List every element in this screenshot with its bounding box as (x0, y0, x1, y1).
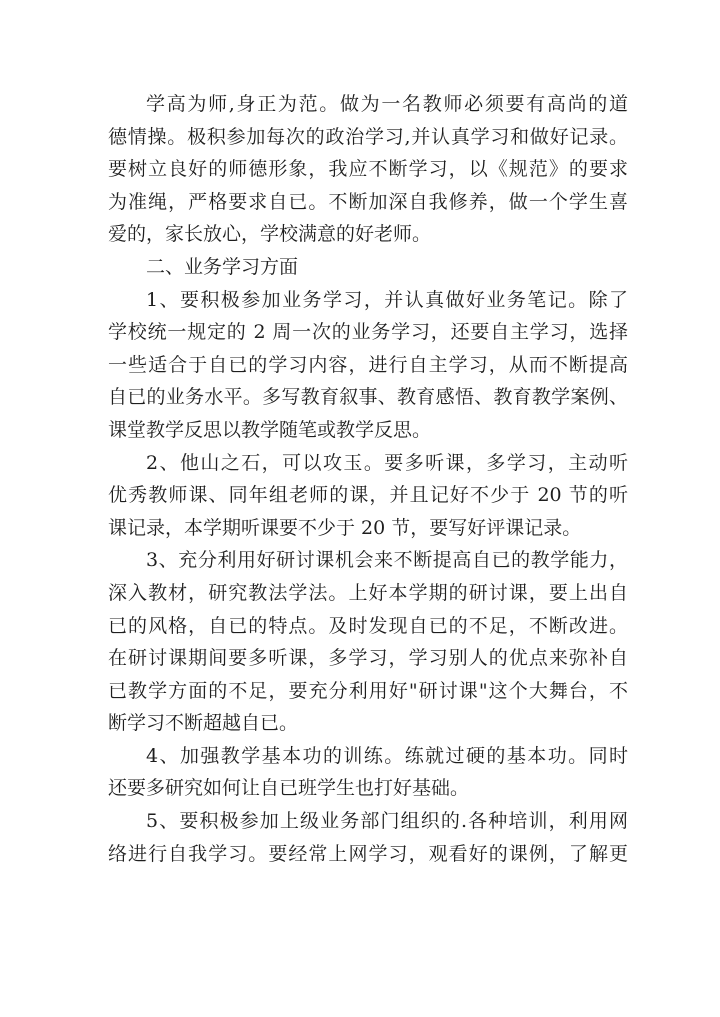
text-line: 优秀教师课、同年组老师的课，并且记好不少于 20 节的听 (108, 484, 628, 507)
text-line: 德情操。极积参加每次的政治学习,并认真学习和做好记录。 (108, 125, 628, 148)
text-line: 已教学方面的不足，要充分利用好"研讨课"这个大舞台，不 (108, 679, 628, 702)
paragraph-item-3 (108, 544, 628, 740)
text-line: 课堂教学反思以教学随笔或教学反思。 (108, 418, 432, 441)
text-line: 深入教材，研究教法学法。上好本学期的研讨课，要上出自 (108, 581, 628, 604)
paragraph-item-1 (108, 284, 628, 447)
section-heading-text: 二、业务学习方面 (146, 255, 299, 278)
paragraph-teacher-ethics (108, 88, 628, 251)
text-line: 4、加强教学基本功的训练。练就过硬的基本功。同时 (146, 744, 628, 767)
text-line: 学校统一规定的 2 周一次的业务学习，还要自主学习，选择 (108, 321, 628, 344)
text-line: 断学习不断超越自已。 (108, 712, 299, 735)
text-line: 2、他山之石，可以攻玉。要多听课，多学习，主动听 (146, 451, 628, 474)
paragraph-item-4 (108, 740, 628, 805)
paragraph-item-2 (108, 447, 628, 545)
text-line: 5、要积极参加上级业务部门组织的.各种培训，利用网 (146, 810, 628, 833)
document-body (108, 88, 628, 870)
text-line: 爱的，家长放心，学校满意的好老师。 (108, 223, 432, 246)
text-line: 学高为师,身正为范。做为一名教师必须要有高尚的道 (146, 93, 628, 115)
paragraph-item-5 (108, 805, 628, 870)
text-line: 3、充分利用好研讨课机会来不断提高自已的教学能力， (146, 549, 628, 572)
text-line: 课记录，本学期听课要不少于 20 节，要写好评课记录。 (108, 516, 582, 539)
text-line: 自已的业务水平。多写教育叙事、教育感悟、教育教学案例、 (108, 386, 628, 409)
text-line: 要树立良好的师德形象，我应不断学习，以《规范》的要求 (108, 158, 628, 181)
text-line: 一些适合于自已的学习内容，进行自主学习，从而不断提高 (108, 353, 628, 376)
text-line: 在研讨课期间要多听课，多学习，学习别人的优点来弥补自 (108, 647, 628, 670)
text-line: 络进行自我学习。要经常上网学习，观看好的课例，了解更 (108, 842, 628, 865)
text-line: 还要多研究如何让自已班学生也打好基础。 (108, 777, 470, 800)
text-line: 为准绳，严格要求自已。不断加深自我修养，做一个学生喜 (108, 190, 628, 213)
section-heading (108, 251, 628, 284)
text-line: 1、要积极参加业务学习，并认真做好业务笔记。除了 (146, 288, 628, 311)
text-line: 已的风格，自已的特点。及时发现自已的不足，不断改进。 (108, 614, 628, 637)
